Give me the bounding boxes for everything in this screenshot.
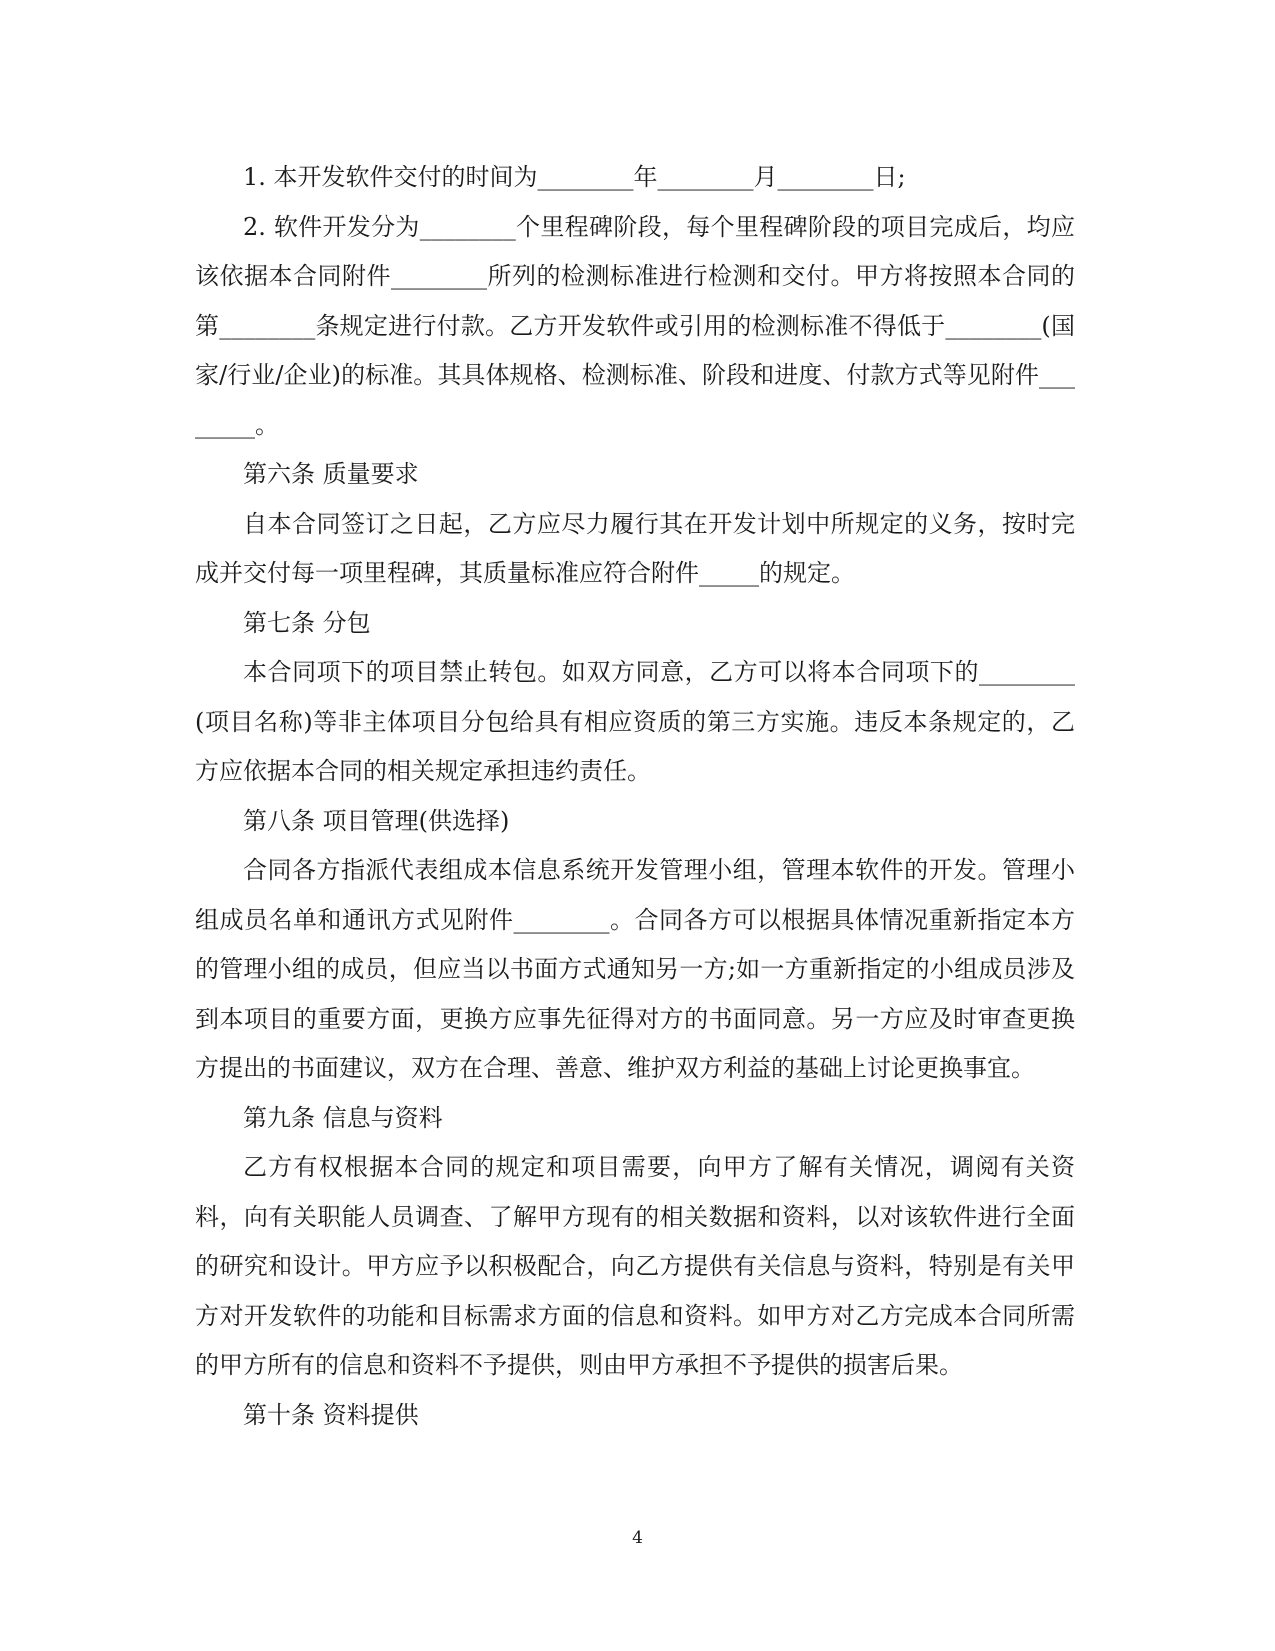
page-number: 4 [632,1528,643,1548]
article-8-heading: 第八条 项目管理(供选择) [243,806,510,835]
article-7-body: 本合同项下的项目禁止转包。如双方同意，乙方可以将本合同项下的________(项目名称)等非主体项目分包给具有相应资质的第三方实施。违反本条规定的，乙方应依据本合同的相关规定承担违约责任。 [195,658,1075,785]
article-9-body: 乙方有权根据本合同的规定和项目需要，向甲方了解有关情况，调阅有关资料，向有关职能人员调查、了解甲方现有的相关数据和资料，以对该软件进行全面的研究和设计。甲方应予以积极配合，向乙方提供有关信息与资料，特别是有关甲方对开发软件的功能和目标需求方面的信息和资料。如甲方对乙方完成本合同所需的甲方所有的信息和资料不予提供，则由甲方承担不予提供的损害后果。 [195,1153,1075,1379]
article-9-heading: 第九条 信息与资料 [243,1103,443,1132]
clause-delivery-time: 1. 本开发软件交付的时间为________年________月________日; [243,163,906,191]
article-6-body: 自本合同签订之日起，乙方应尽力履行其在开发计划中所规定的义务，按时完成并交付每一项里程碑，其质量标准应符合附件_____的规定。 [195,509,1075,587]
article-6-heading: 第六条 质量要求 [243,460,419,488]
article-8-body: 合同各方指派代表组成本信息系统开发管理小组，管理本软件的开发。管理小组成员名单和通讯方式见附件________。合同各方可以根据具体情况重新指定本方的管理小组的成员，但应当以书面方式通知另一方;如一方重新指定的小组成员涉及到本项目的重要方面，更换方应事先征得对方的书面同意。另一方应及时审查更换方提出的书面建议，双方在合理、善意、维护双方利益的基础上讨论更换事宜。 [195,856,1075,1082]
clause-milestones: 2. 软件开发分为________个里程碑阶段，每个里程碑阶段的项目完成后，均应该依据本合同附件________所列的检测标准进行检测和交付。甲方将按照本合同的第________条规定进行付款。乙方开发软件或引用的检测标准不得低于________(国家/行业/企业)的标准。其具体规格、检测标准、阶段和进度、付款方式等见附件________。 [195,212,1075,439]
article-7-heading: 第七条 分包 [243,608,371,637]
document-body [195,153,1075,1440]
article-10-heading: 第十条 资料提供 [243,1400,419,1429]
